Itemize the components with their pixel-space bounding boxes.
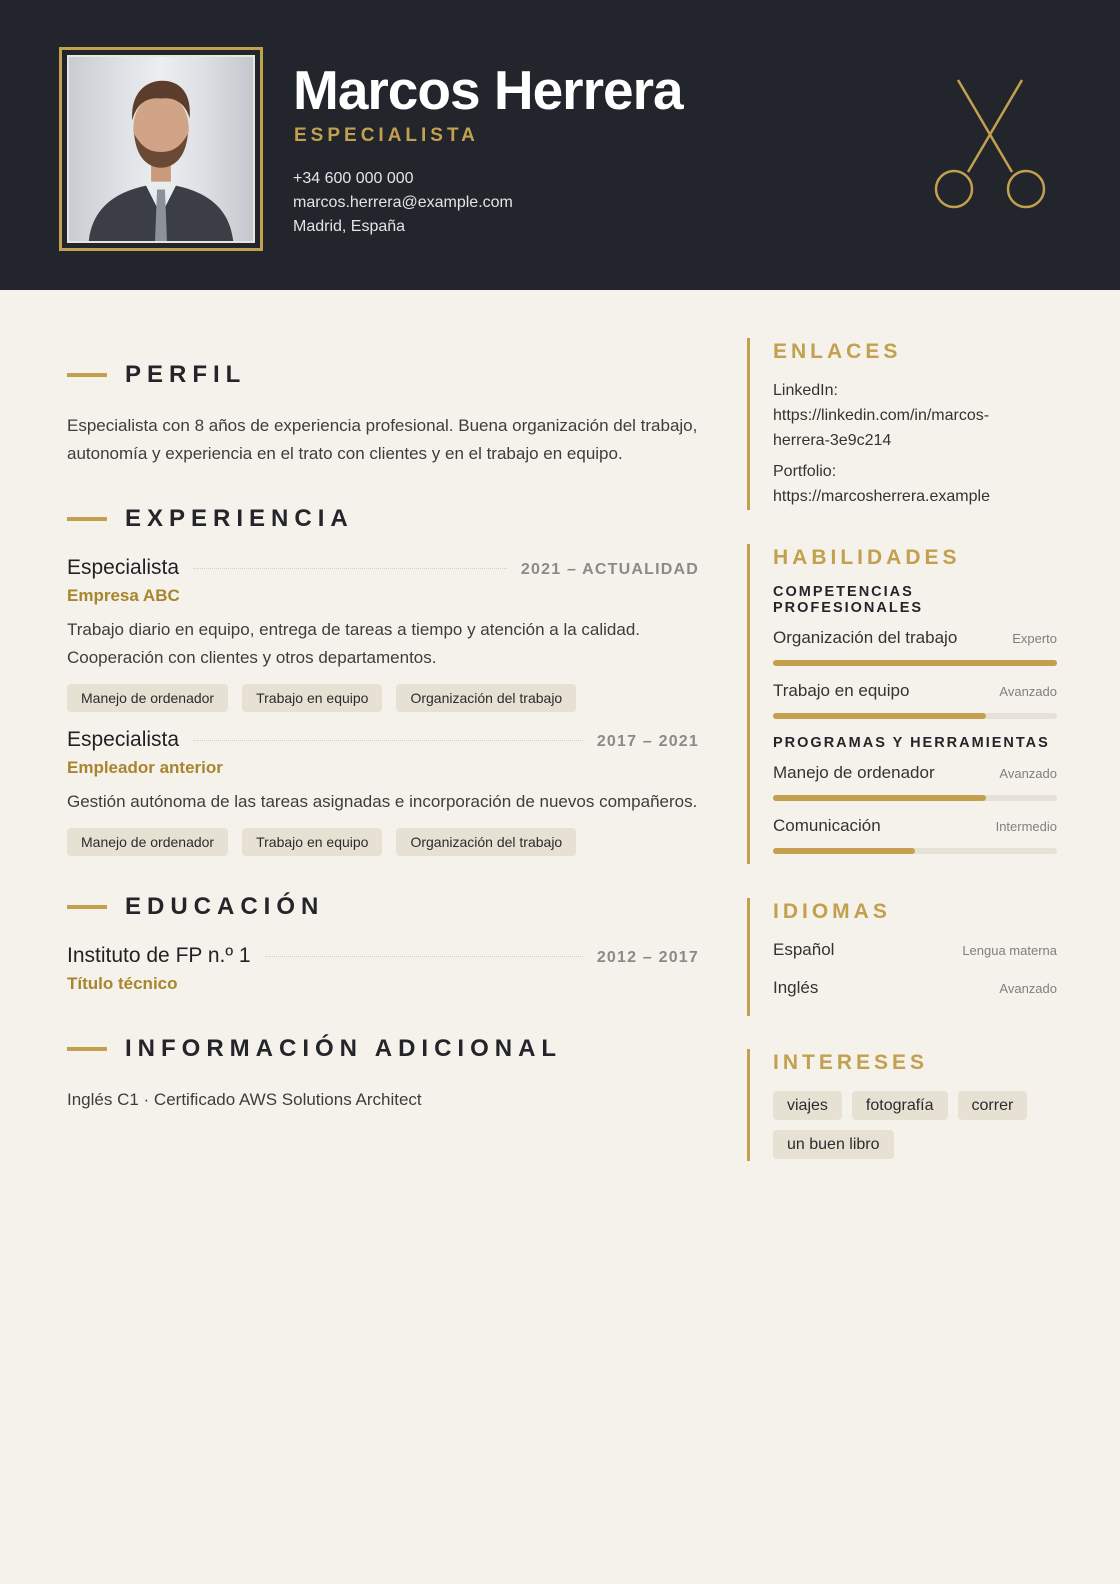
profile-summary: Especialista con 8 años de experiencia profesional. Buena organización del trabajo, autonomía y experiencia en el trato con clientes y en el trabajo en equipo. (67, 416, 698, 463)
skill-tag: Organización del trabajo (396, 684, 576, 712)
skills-title: HABILIDADES (773, 546, 961, 569)
section-experiencia (67, 504, 699, 534)
education-date: 2012 – 2017 (596, 949, 699, 966)
candidate-name: Marcos Herrera (293, 59, 683, 121)
location: Madrid, España (293, 218, 406, 235)
interest-chips (773, 1091, 1043, 1159)
candidate-title: ESPECIALISTA (294, 125, 479, 146)
skill-bar-track (773, 713, 1057, 719)
degree-name: Título técnico (67, 974, 178, 993)
phone: +34 600 000 000 (293, 170, 414, 187)
skill-level: Avanzado (999, 766, 1057, 781)
interests-title: INTERESES (773, 1051, 929, 1074)
section-bar (67, 517, 107, 521)
section-title: PERFIL (125, 361, 247, 388)
job-tags (67, 684, 699, 712)
links-block (747, 338, 1057, 510)
skill-bar-fill (773, 713, 986, 719)
section-perfil (67, 360, 699, 390)
language-level: Avanzado (999, 981, 1057, 996)
job-role: Especialista (67, 728, 180, 751)
linkedin-label: LinkedIn: (773, 382, 838, 399)
main-column (67, 360, 699, 1114)
experience-entry (67, 556, 699, 712)
skill-bar-fill (773, 660, 1057, 666)
job-employer: Empleador anterior (67, 758, 223, 777)
skill-group-title: PROGRAMAS Y HERRAMIENTAS (773, 735, 1050, 751)
skill-item (773, 681, 1057, 719)
job-role: Especialista (67, 556, 180, 579)
interest-chip: un buen libro (773, 1130, 894, 1159)
linkedin-link-cont[interactable]: herrera-3e9c214 (773, 432, 892, 449)
dotted-leader (193, 568, 507, 569)
section-bar (67, 1047, 107, 1051)
language-name: Inglés (773, 978, 819, 997)
education-entry (67, 944, 699, 998)
interest-chip: fotografía (852, 1091, 948, 1120)
skill-tag: Manejo de ordenador (67, 828, 228, 856)
email: marcos.herrera@example.com (293, 194, 513, 211)
skill-item (773, 628, 1057, 666)
language-level: Lengua materna (962, 943, 1057, 958)
skill-group-title: COMPETENCIAS PROFESIONALES (773, 584, 924, 616)
job-description: Trabajo diario en equipo, entrega de tareas a tiempo y atención a la calidad. Cooperación con clientes y otros departamentos. (67, 620, 641, 667)
skill-bar-track (773, 795, 1057, 801)
contact-info (293, 167, 513, 239)
skill-name: Comunicación (773, 816, 881, 835)
skill-level: Avanzado (999, 684, 1057, 699)
school-name: Instituto de FP n.º 1 (67, 944, 251, 967)
language-item (773, 940, 1057, 960)
section-title: EDUCACIÓN (125, 893, 325, 920)
header (0, 0, 1120, 290)
job-date: 2021 – ACTUALIDAD (520, 561, 699, 578)
section-informacion-adicional (67, 1034, 699, 1064)
interest-chip: correr (958, 1091, 1028, 1120)
profile-photo (67, 55, 255, 243)
section-bar (67, 905, 107, 909)
skill-name: Manejo de ordenador (773, 763, 935, 782)
section-educacion (67, 892, 699, 922)
linkedin-link[interactable]: https://linkedin.com/in/marcos- (773, 407, 990, 424)
dotted-leader (265, 956, 583, 957)
job-employer: Empresa ABC (67, 586, 180, 605)
dotted-leader (193, 740, 583, 741)
languages-title: IDIOMAS (773, 900, 891, 923)
job-tags (67, 828, 699, 856)
interests-block (747, 1049, 1057, 1161)
skill-name: Trabajo en equipo (773, 681, 910, 700)
section-bar (67, 373, 107, 377)
skill-name: Organización del trabajo (773, 628, 958, 647)
additional-info: Inglés C1 · Certificado AWS Solutions Architect (67, 1090, 422, 1109)
section-title: INFORMACIÓN ADICIONAL (125, 1035, 563, 1062)
skill-level: Intermedio (995, 819, 1057, 834)
skill-tag: Organización del trabajo (396, 828, 576, 856)
portfolio-link[interactable]: https://marcosherrera.example (773, 488, 990, 505)
skill-bar-track (773, 660, 1057, 666)
skill-bar-fill (773, 848, 915, 854)
skill-item (773, 763, 1057, 801)
skill-bar-fill (773, 795, 986, 801)
languages-block (747, 898, 1057, 1016)
links-title: ENLACES (773, 340, 902, 363)
skill-tag: Trabajo en equipo (242, 684, 382, 712)
section-title: EXPERIENCIA (125, 505, 354, 532)
interest-chip: viajes (773, 1091, 842, 1120)
skill-item (773, 816, 1057, 854)
skill-tag: Trabajo en equipo (242, 828, 382, 856)
language-name: Español (773, 940, 835, 959)
skill-tag: Manejo de ordenador (67, 684, 228, 712)
skill-level: Experto (1012, 631, 1057, 646)
experience-entry (67, 728, 699, 856)
skill-bar-track (773, 848, 1057, 854)
language-item (773, 978, 1057, 998)
profile-photo-frame (59, 47, 263, 251)
scissors-icon (930, 76, 1050, 216)
job-date: 2017 – 2021 (596, 733, 699, 750)
job-description: Gestión autónoma de las tareas asignadas e incorporación de nuevos compañeros. (67, 792, 698, 811)
skills-block (747, 544, 1057, 864)
portfolio-label: Portfolio: (773, 463, 837, 480)
